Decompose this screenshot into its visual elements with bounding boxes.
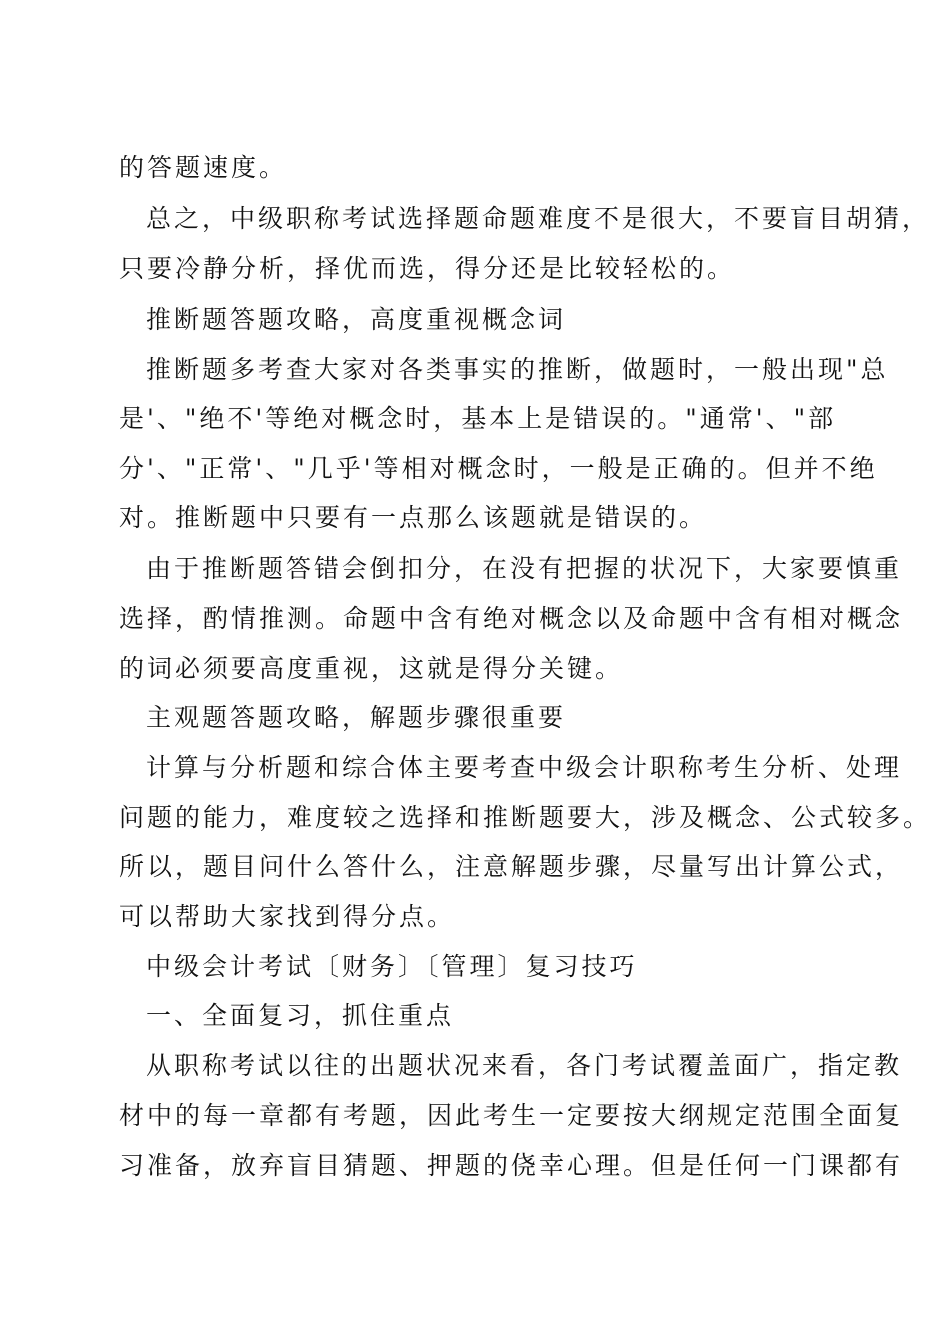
text-line: 习准备，放弃盲目猜题、押题的侥幸心理。但是任何一门课都有 [119,1151,904,1180]
text-line: 从职称考试以往的出题状况来看，各门考试覆盖面广，指定教 [146,1051,903,1080]
text-line: 推断题多考查大家对各类事实的推断，做题时，一般出现"总 [146,355,889,384]
text-line: 是'、"绝不'等绝对概念时，基本上是错误的。"通常'、"部 [119,404,837,433]
text-line: 的词必须要高度重视，这就是得分关键。 [119,654,624,683]
text-line: 计算与分析题和综合体主要考查中级会计职称考生分析、处理 [146,753,903,782]
section-heading: 一、全面复习，抓住重点 [146,1001,455,1030]
text-line: 的答题速度。 [119,153,288,182]
text-line: 所以，题目问什么答什么，注意解题步骤，尽量写出计算公式， [119,852,904,881]
section-heading: 中级会计考试〔财务〕〔管理〕复习技巧 [146,952,638,981]
section-heading: 推断题答题攻略，高度重视概念词 [146,305,567,334]
section-heading: 主观题答题攻略，解题步骤很重要 [146,703,567,732]
text-line: 总之，中级职称考试选择题命题难度不是很大，不要盲目胡猜， [146,204,931,233]
text-line: 材中的每一章都有考题，因此考生一定要按大纲规定范围全面复 [119,1101,904,1130]
text-line: 对。推断题中只要有一点那么该题就是错误的。 [119,503,708,532]
text-line: 问题的能力，难度较之选择和推断题要大，涉及概念、公式较多。 [119,803,932,832]
text-line: 由于推断题答错会倒扣分，在没有把握的状况下，大家要慎重 [146,554,903,583]
text-line: 可以帮助大家找到得分点。 [119,902,456,931]
text-line: 只要冷静分析，择优而选，得分还是比较轻松的。 [119,254,736,283]
text-line: 分'、"正常'、"几乎'等相对概念时，一般是正确的。但并不绝 [119,454,878,483]
text-line: 选择，酌情推测。命题中含有绝对概念以及命题中含有相对概念 [119,604,904,633]
